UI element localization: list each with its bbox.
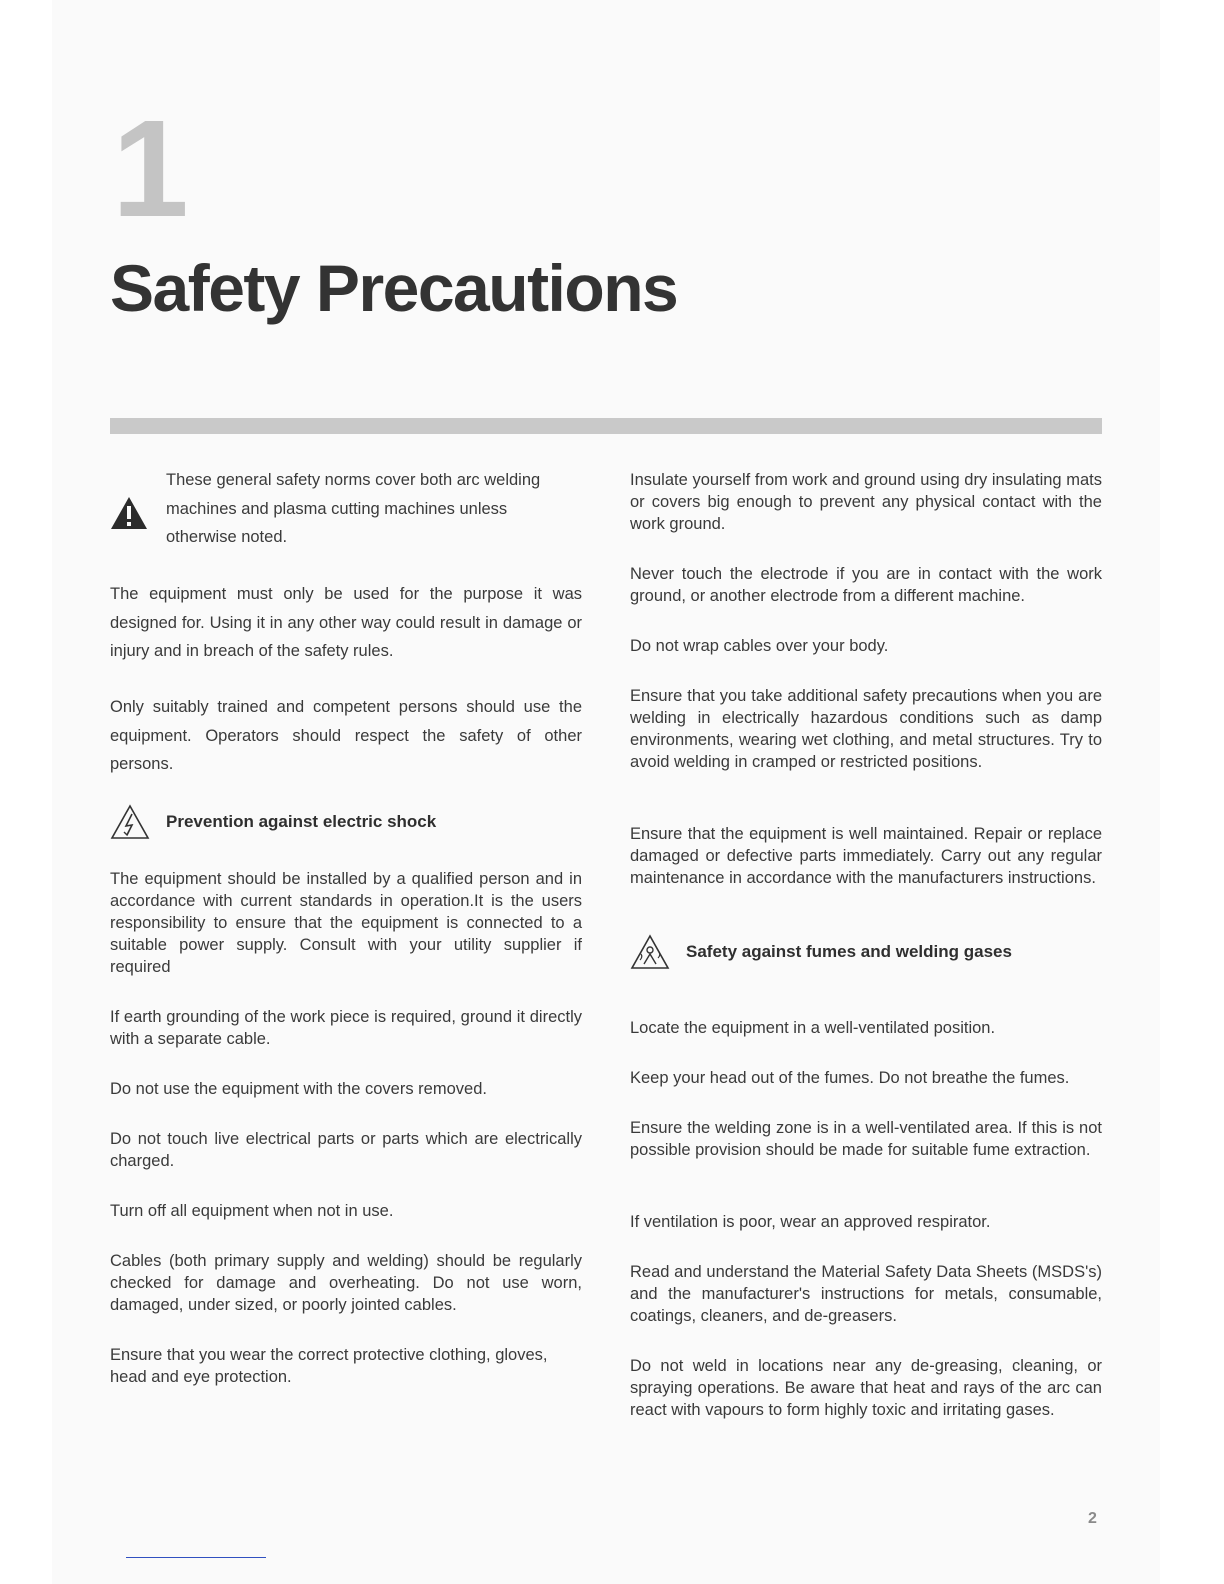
paragraph-turn-off: Turn off all equipment when not in use. [110,1202,394,1220]
paragraph-welding-zone: Ensure the welding zone is in a well-ventilated area. If this is not possible provision should be made for suitable fume extraction. [630,1119,1102,1159]
paragraph-additional: Ensure that you take additional safety precautions when you are welding in electrically hazardous conditions such as damp environments, wearing wet clothing, and metal structures. Try to avoid welding in cramped or restricted positions. [630,687,1102,771]
paragraph-covers: Do not use the equipment with the covers removed. [110,1080,487,1098]
chapter-number: 1 [112,92,185,246]
heading-electric-shock [110,804,436,840]
paragraph-cables: Cables (both primary supply and welding) should be regularly checked for damage and overheating. Do not use worn, damaged, under sized, or poorly jointed cables. [110,1252,582,1314]
paragraph-never-touch: Never touch the electrode if you are in contact with the work ground, or another electrode from a different machine. [630,565,1102,605]
footnote-line [126,1557,266,1558]
paragraph-maintained: Ensure that the equipment is well maintained. Repair or replace damaged or defective parts immediately. Carry out any regular maintenance in accordance with the manufacturers instructions. [630,825,1102,887]
chapter-title: Safety Precautions [110,251,678,325]
page-number: 2 [1088,1510,1097,1527]
paragraph-trained: Only suitably trained and competent persons should use the equipment. Operators should respect the safety of other persons. [110,698,582,773]
intro-text: These general safety norms cover both arc welding machines and plasma cutting machines unless otherwise noted. [166,471,541,546]
paragraph-live-parts: Do not touch live electrical parts or parts which are electrically charged. [110,1130,582,1170]
warning-triangle-icon [110,496,148,530]
paragraph-locate: Locate the equipment in a well-ventilated position. [630,1019,996,1037]
paragraph-installed: The equipment should be installed by a qualified person and in accordance with current standards in operation.It is the users responsibility to ensure that the equipment is connected to a suitable power supply. Consult with your utility supplier if required [110,870,582,976]
heading-electric-shock-text: Prevention against electric shock [166,812,437,831]
heading-fumes [630,934,1012,970]
electric-shock-icon [110,804,150,840]
fumes-warning-icon [630,934,670,970]
paragraph-head-out: Keep your head out of the fumes. Do not breathe the fumes. [630,1069,1070,1087]
paragraph-no-weld: Do not weld in locations near any de-greasing, cleaning, or spraying operations. Be aware that heat and rays of the arc can react with vapours to form highly toxic and irritating gases. [630,1357,1102,1419]
paragraph-ventilation: If ventilation is poor, wear an approved respirator. [630,1213,991,1231]
heading-fumes-text: Safety against fumes and welding gases [686,942,1012,961]
title-rule [110,418,1102,434]
paragraph-clothing: Ensure that you wear the correct protective clothing, gloves, head and eye protection. [110,1346,548,1386]
intro-note [110,466,582,556]
paragraph-purpose: The equipment must only be used for the purpose it was designed for. Using it in any other way could result in damage or injury and in breach of the safety rules. [110,585,582,660]
paragraph-insulate: Insulate yourself from work and ground using dry insulating mats or covers big enough to prevent any physical contact with the work ground. [630,471,1102,533]
paragraph-msds: Read and understand the Material Safety Data Sheets (MSDS's) and the manufacturer's instructions for metals, consumable, coatings, cleaners, and de-greasers. [630,1263,1102,1325]
paragraph-earth: If earth grounding of the work piece is required, ground it directly with a separate cable. [110,1008,582,1048]
paragraph-wrap: Do not wrap cables over your body. [630,637,889,655]
